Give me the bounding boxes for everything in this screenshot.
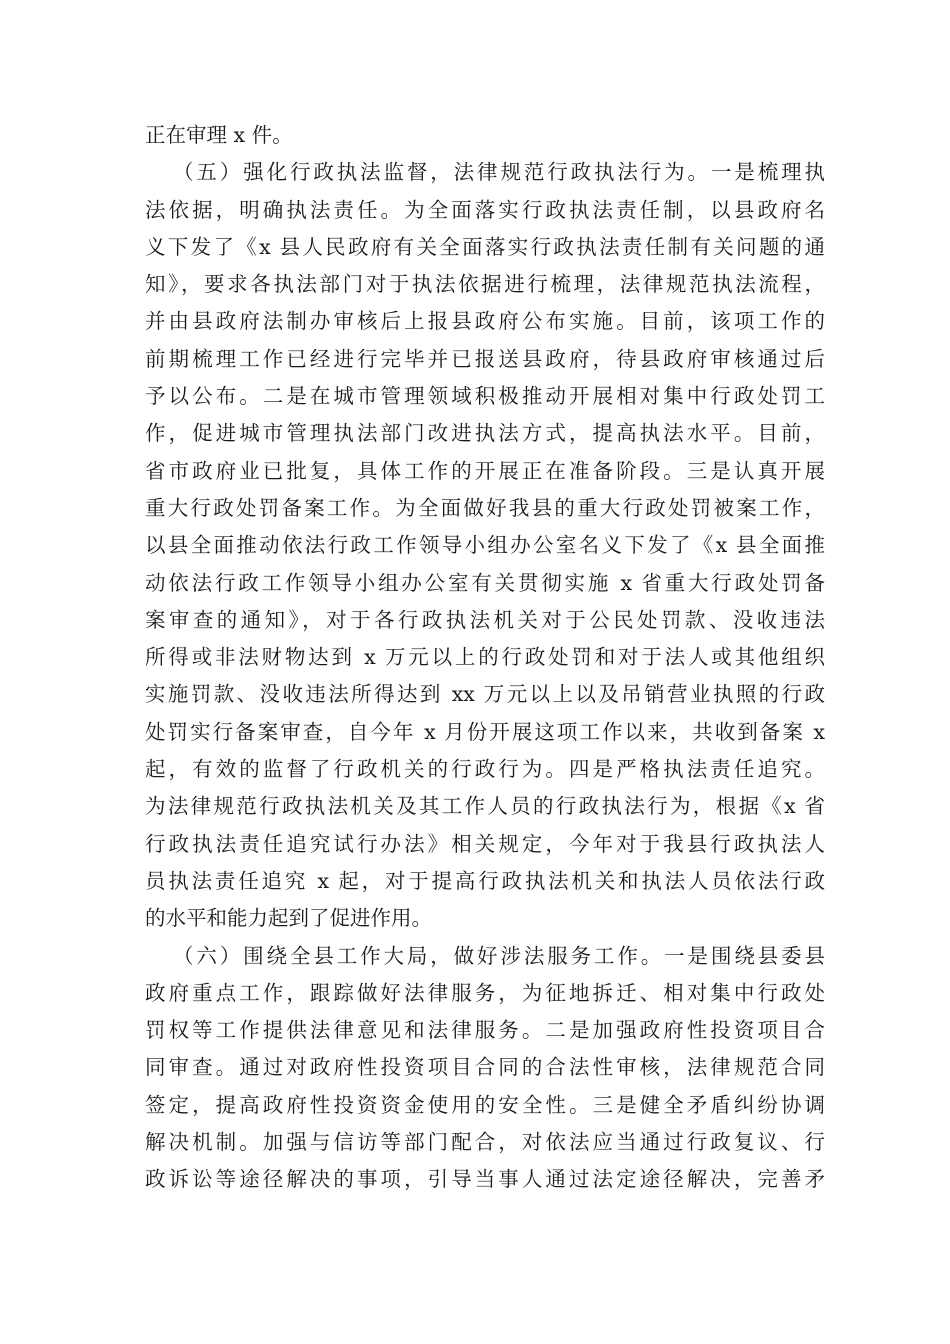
text-line: 所得或非法财物达到 x 万元以上的行政处罚和对于法人或其他组织 [145, 645, 825, 670]
text-line: 知》，要求各执法部门对于执法依据进行梳理，法律规范执法流程， [145, 272, 825, 297]
text-line: 的水平和能力起到了促进作用。 [145, 906, 432, 931]
text-line: 签定，提高政府性投资资金使用的安全性。三是健全矛盾纠纷协调 [145, 1092, 825, 1117]
text-line: 起，有效的监督了行政机关的行政行为。四是严格执法责任追究。 [145, 757, 825, 782]
text-line: 为法律规范行政执法机关及其工作人员的行政执法行为，根据《x 省 [145, 794, 825, 819]
text-line: 前期梳理工作已经进行完毕并已报送县政府，待县政府审核通过后 [145, 346, 825, 371]
text-line: 重大行政处罚备案工作。为全面做好我县的重大行政处罚被案工作， [145, 495, 825, 520]
text-line: 处罚实行备案审查，自今年 x 月份开展这项工作以来，共收到备案 x [145, 719, 825, 744]
body-text [145, 117, 825, 1199]
text-line: 正在审理 x 件。 [145, 123, 293, 147]
text-line: 予以公布。二是在城市管理领域积极推动开展相对集中行政处罚工 [145, 384, 825, 409]
text-line: 政府重点工作，跟踪做好法律服务，为征地拆迁、相对集中行政处 [145, 980, 825, 1005]
text-line: 政诉讼等途径解决的事项，引导当事人通过法定途径解决，完善矛 [145, 1167, 825, 1192]
text-line: 解决机制。加强与信访等部门配合，对依法应当通过行政复议、行 [145, 1130, 825, 1155]
section-six-heading-line: （六）围绕全县工作大局，做好涉法服务工作。一是围绕县委县 [173, 943, 825, 968]
text-line: 省市政府业已批复，具体工作的开展正在准备阶段。三是认真开展 [145, 458, 825, 483]
text-line: 同审查。通过对政府性投资项目合同的合法性审核，法律规范合同 [145, 1055, 825, 1080]
text-line: 以县全面推动依法行政工作领导小组办公室名义下发了《x 县全面推 [145, 533, 825, 558]
text-line: 员执法责任追究 x 起，对于提高行政执法机关和执法人员依法行政 [145, 868, 825, 893]
text-line: 法依据，明确执法责任。为全面落实行政执法责任制，以县政府名 [145, 197, 825, 222]
text-line: 案审查的通知》，对于各行政执法机关对于公民处罚款、没收违法 [145, 607, 825, 632]
text-line: 动依法行政工作领导小组办公室有关贯彻实施 x 省重大行政处罚备 [145, 570, 825, 595]
text-line: 并由县政府法制办审核后上报县政府公布实施。目前，该项工作的 [145, 309, 825, 334]
text-line: 实施罚款、没收违法所得达到 xx 万元以上以及吊销营业执照的行政 [145, 682, 825, 707]
text-line: 作，促进城市管理执法部门改进执法方式，提高执法水平。目前， [145, 421, 825, 446]
section-five-heading-line: （五）强化行政执法监督，法律规范行政执法行为。一是梳理执 [173, 160, 825, 185]
text-line: 行政执法责任追究试行办法》相关规定，今年对于我县行政执法人 [145, 831, 825, 856]
text-line: 罚权等工作提供法律意见和法律服务。二是加强政府性投资项目合 [145, 1018, 825, 1043]
text-line: 义下发了《x 县人民政府有关全面落实行政执法责任制有关问题的通 [145, 234, 825, 259]
